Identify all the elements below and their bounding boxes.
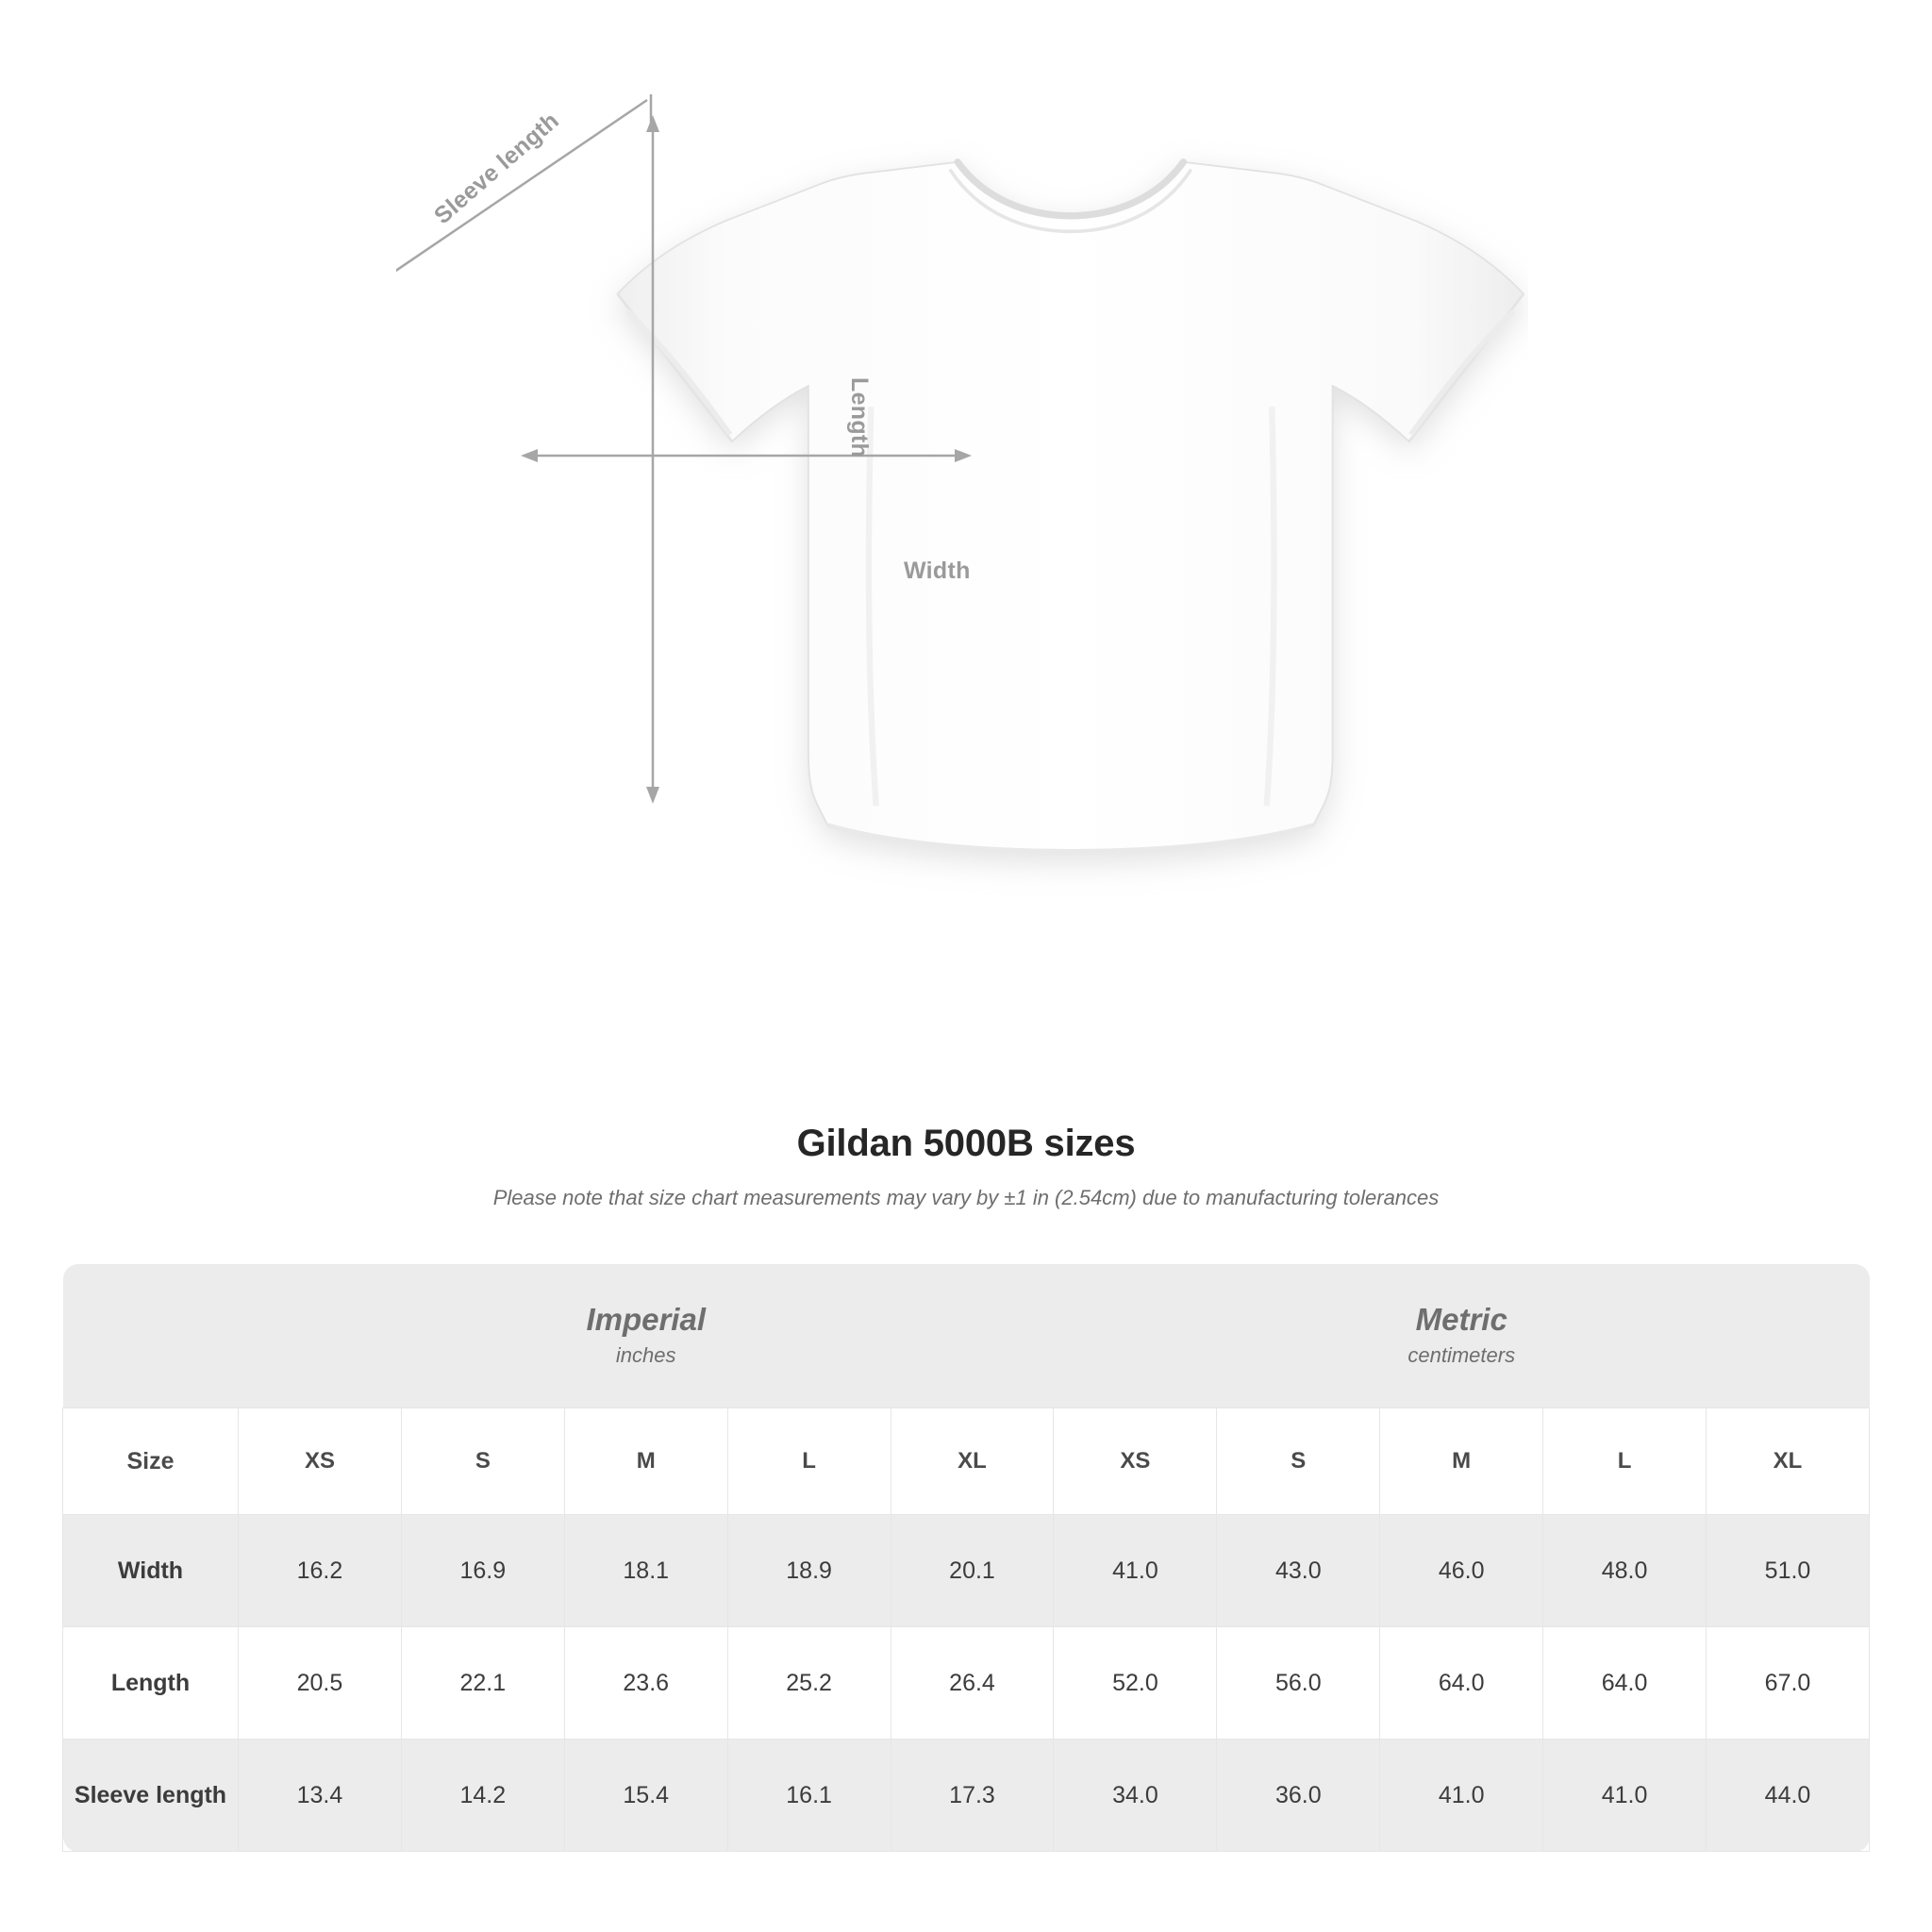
cell-length-l-in: 25.2: [727, 1627, 891, 1740]
size-col-l-imperial: L: [727, 1408, 891, 1515]
table-row: [63, 1515, 1870, 1627]
cell-length-xl-in: 26.4: [891, 1627, 1054, 1740]
size-table: [62, 1264, 1870, 1852]
cell-sleeve-m-cm: 41.0: [1380, 1740, 1543, 1852]
cell-width-xs-in: 16.2: [239, 1515, 402, 1627]
width-label: Width: [904, 558, 971, 584]
table-corner: [63, 1264, 239, 1408]
row-label-width: Width: [63, 1515, 239, 1627]
size-col-xl-metric: XL: [1707, 1408, 1870, 1515]
tshirt-graphic: [396, 94, 1528, 1094]
table-row: [63, 1740, 1870, 1852]
tshirt-svg: [396, 94, 1528, 1094]
cell-length-m-in: 23.6: [564, 1627, 727, 1740]
cell-length-m-cm: 64.0: [1380, 1627, 1543, 1740]
size-col-s-metric: S: [1217, 1408, 1380, 1515]
cell-length-xs-in: 20.5: [239, 1627, 402, 1740]
cell-width-s-cm: 43.0: [1217, 1515, 1380, 1627]
size-col-l-metric: L: [1543, 1408, 1707, 1515]
sleeve-length-label: Sleeve length: [429, 107, 564, 230]
cell-width-s-in: 16.9: [401, 1515, 564, 1627]
cell-sleeve-s-in: 14.2: [401, 1740, 564, 1852]
imperial-system-label: Imperial: [586, 1301, 706, 1337]
cell-sleeve-s-cm: 36.0: [1217, 1740, 1380, 1852]
metric-units-label: centimeters: [1407, 1343, 1516, 1368]
metric-system-label: Metric: [1415, 1301, 1507, 1337]
size-header-row: [63, 1408, 1870, 1515]
cell-width-xl-in: 20.1: [891, 1515, 1054, 1627]
imperial-group-header: [239, 1264, 1054, 1408]
title-block: [0, 1123, 1932, 1210]
size-col-s-imperial: S: [401, 1408, 564, 1515]
cell-sleeve-xl-in: 17.3: [891, 1740, 1054, 1852]
size-col-xs-imperial: XS: [239, 1408, 402, 1515]
tolerance-note: Please note that size chart measurements may vary by ±1 in (2.54cm) due to manufacturing tolerances: [492, 1186, 1440, 1209]
cell-sleeve-xl-cm: 44.0: [1707, 1740, 1870, 1852]
cell-width-l-in: 18.9: [727, 1515, 891, 1627]
row-label-sleeve-length: Sleeve length: [63, 1740, 239, 1852]
cell-sleeve-l-in: 16.1: [727, 1740, 891, 1852]
row-label-length: Length: [63, 1627, 239, 1740]
cell-sleeve-l-cm: 41.0: [1543, 1740, 1707, 1852]
length-label: Length: [846, 377, 873, 458]
page-title: Gildan 5000B sizes: [796, 1123, 1136, 1164]
size-col-m-imperial: M: [564, 1408, 727, 1515]
size-table-container: [62, 1264, 1870, 1852]
cell-length-xs-cm: 52.0: [1054, 1627, 1217, 1740]
cell-width-xs-cm: 41.0: [1054, 1515, 1217, 1627]
cell-width-m-cm: 46.0: [1380, 1515, 1543, 1627]
cell-length-s-cm: 56.0: [1217, 1627, 1380, 1740]
size-col-xs-metric: XS: [1054, 1408, 1217, 1515]
cell-length-xl-cm: 67.0: [1707, 1627, 1870, 1740]
cell-sleeve-m-in: 15.4: [564, 1740, 727, 1852]
size-header-cell: Size: [63, 1408, 239, 1515]
cell-sleeve-xs-cm: 34.0: [1054, 1740, 1217, 1852]
tshirt-shape: [618, 162, 1524, 851]
size-col-m-metric: M: [1380, 1408, 1543, 1515]
unit-header-row: [63, 1264, 1870, 1408]
table-row: [63, 1627, 1870, 1740]
imperial-units-label: inches: [615, 1343, 676, 1368]
cell-width-m-in: 18.1: [564, 1515, 727, 1627]
cell-sleeve-xs-in: 13.4: [239, 1740, 402, 1852]
cell-length-l-cm: 64.0: [1543, 1627, 1707, 1740]
cell-width-l-cm: 48.0: [1543, 1515, 1707, 1627]
cell-width-xl-cm: 51.0: [1707, 1515, 1870, 1627]
size-col-xl-imperial: XL: [891, 1408, 1054, 1515]
cell-length-s-in: 22.1: [401, 1627, 564, 1740]
metric-group-header: [1054, 1264, 1870, 1408]
